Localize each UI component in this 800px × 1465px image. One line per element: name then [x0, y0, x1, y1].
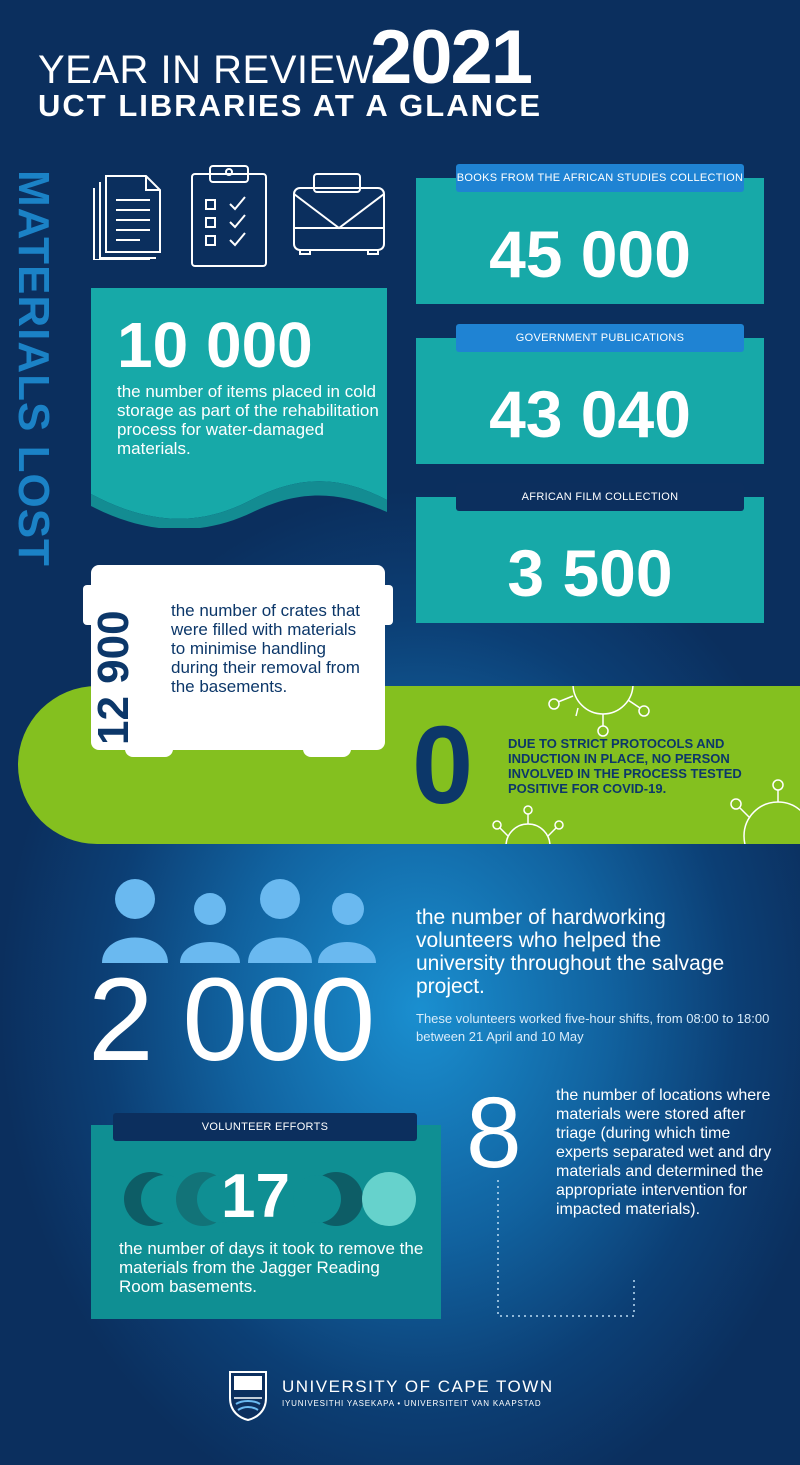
locations-value: 8 — [466, 1077, 522, 1189]
volunteers-note: These volunteers worked five-hour shifts, from 08:00 to 18:00 between 21 April and 10 May — [416, 1011, 770, 1044]
volunteers-value: 2 000 — [88, 954, 374, 1086]
stat-card-film — [416, 491, 764, 623]
volunteer-efforts-text: the number of days it took to remove the materials from the Jagger Reading Room basements. — [119, 1239, 424, 1296]
footer-name: UNIVERSITY OF CAPE TOWN — [282, 1377, 554, 1396]
cold-storage-card — [91, 288, 387, 528]
cold-storage-text: the number of items placed in cold storage as part of the rehabilitation process for water-damaged materials. — [117, 382, 379, 458]
crate-handle — [379, 585, 393, 625]
crates-value: 12 900 — [89, 610, 138, 745]
cold-storage-value: 10 000 — [117, 309, 313, 381]
briefcase-icon — [290, 170, 390, 260]
covid-text: DUE TO STRICT PROTOCOLS AND INDUCTION IN PLACE, NO PERSON INVOLVED IN THE PROCESS TESTED POSITIVE FOR COVID-19. — [508, 736, 742, 796]
covid-value: 0 — [412, 704, 474, 827]
stat-card-books — [416, 172, 764, 304]
volunteer-efforts-card — [91, 1121, 441, 1319]
header-subtitle: UCT LIBRARIES AT A GLANCE — [38, 88, 543, 123]
people-icon — [100, 875, 380, 963]
footer-tagline: IYUNIVESITHI YASEKAPA • UNIVERSITEIT VAN KAAPSTAD — [282, 1399, 542, 1408]
stat-card-government — [416, 332, 764, 464]
volunteer-efforts-label: VOLUNTEER EFFORTS — [113, 1113, 417, 1141]
documents-icon — [92, 160, 172, 260]
stat-label: GOVERNMENT PUBLICATIONS — [456, 324, 744, 352]
stat-value: 3 500 — [507, 536, 673, 610]
checklist-icon — [190, 160, 270, 270]
crates-card — [91, 565, 385, 750]
section-label-vertical — [6, 170, 66, 600]
section-label-text: MATERIALS LOST — [9, 170, 58, 567]
volunteer-efforts-value: 17 — [221, 1162, 290, 1231]
crates-text: the number of crates that were filled with materials to minimise handling during their removal from the basements. — [171, 601, 360, 696]
header-year: 2021 — [370, 15, 532, 100]
uct-crest-logo — [228, 1370, 268, 1422]
stat-value: 43 040 — [489, 377, 691, 451]
stat-value: 45 000 — [489, 217, 691, 291]
header-title: YEAR IN REVIEW — [38, 48, 374, 92]
crates-value-wrap — [87, 585, 147, 755]
volunteers-text: the number of hardworking volunteers who helped the university throughout the salvage project. — [416, 906, 725, 998]
stat-label: AFRICAN FILM COLLECTION — [456, 483, 744, 511]
dotted-connector — [494, 1180, 644, 1320]
crate-wheel — [303, 743, 351, 757]
locations-text: the number of locations where materials were stored after triage (during which time experts separated wet and dry materials and determined the appropriate intervention for impacted materials). — [556, 1087, 772, 1218]
stat-label: BOOKS FROM THE AFRICAN STUDIES COLLECTION — [456, 164, 744, 192]
